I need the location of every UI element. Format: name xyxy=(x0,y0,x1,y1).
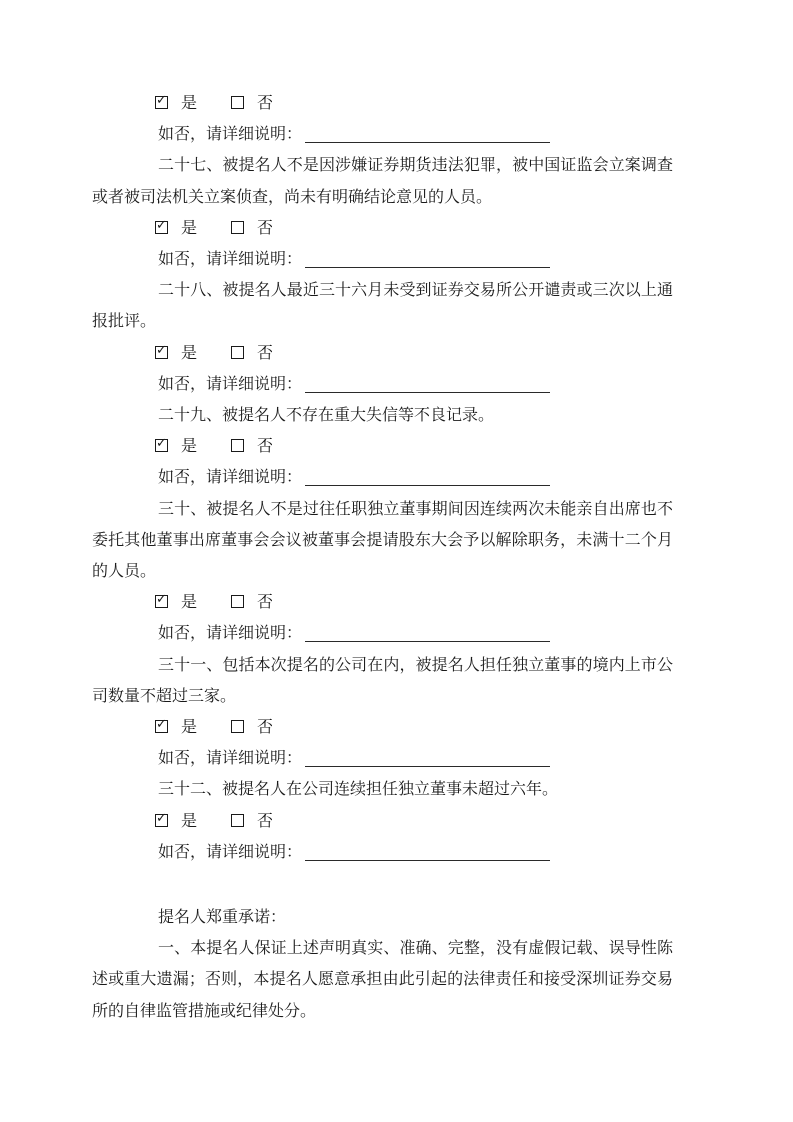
blank-line xyxy=(92,868,673,902)
yes-label: 是 xyxy=(181,812,198,830)
yes-no-row xyxy=(92,88,673,119)
explain-label: 如否，请详细说明： xyxy=(158,625,303,643)
unchecked-checkbox-icon[interactable] xyxy=(231,439,244,452)
no-label: 否 xyxy=(257,95,274,112)
yes-no-row xyxy=(92,712,673,743)
no-label: 否 xyxy=(257,344,274,362)
check-mark-icon: ✓ xyxy=(156,93,167,108)
yes-no-row xyxy=(92,213,673,244)
yes-label: 是 xyxy=(181,344,198,362)
paragraph-item-27: 二十七、被提名人不是因涉嫌证券期货违法犯罪，被中国证监会立案调查或者被司法机关立案侦查，尚未有明确结论意见的人员。 xyxy=(92,157,673,206)
yes-no-row xyxy=(92,431,673,462)
explain-label: 如否，请详细说明： xyxy=(158,469,303,487)
no-label: 否 xyxy=(257,812,274,830)
commitment-paragraph-1: 一、本提名人保证上述声明真实、准确、完整，没有虚假记载、误导性陈述或重大遗漏；否则，本提名人愿意承担由此引起的法律责任和接受深圳证券交易所的自律监管措施或纪律处分。 xyxy=(92,940,673,1020)
checked-checkbox-icon[interactable] xyxy=(155,592,168,608)
paragraph-item-29: 二十九、被提名人不存在重大失信等不良记录。 xyxy=(158,407,495,425)
check-mark-icon: ✓ xyxy=(156,342,167,358)
no-label: 否 xyxy=(257,438,274,456)
checked-checkbox-icon[interactable] xyxy=(155,217,168,234)
paragraph-item-28: 二十八、被提名人最近三十六月未受到证券交易所公开谴责或三次以上通报批评。 xyxy=(92,282,673,331)
explain-row xyxy=(92,119,673,150)
unchecked-checkbox-icon[interactable] xyxy=(231,96,244,109)
unchecked-checkbox-icon[interactable] xyxy=(231,346,244,359)
explain-label: 如否，请详细说明： xyxy=(158,126,303,144)
yes-no-row xyxy=(92,806,673,837)
explain-row xyxy=(92,743,673,774)
paragraph-item-30: 三十、被提名人不是过往任职独立董事期间因连续两次未能亲自出席也不委托其他董事出席董事会会议被董事会提请股东大会予以解除职务，未满十二个月的人员。 xyxy=(92,500,673,581)
check-mark-icon: ✓ xyxy=(156,217,167,233)
explain-blank-field[interactable] xyxy=(305,377,550,393)
checked-checkbox-icon[interactable] xyxy=(155,436,168,452)
explain-label: 如否，请详细说明： xyxy=(158,251,303,269)
yes-label: 是 xyxy=(181,719,198,737)
unchecked-checkbox-icon[interactable] xyxy=(231,595,244,608)
explain-blank-field[interactable] xyxy=(305,470,550,486)
explain-row xyxy=(92,837,673,868)
yes-no-row xyxy=(92,338,673,369)
explain-row xyxy=(92,369,673,400)
explain-label: 如否，请详细说明： xyxy=(158,375,303,393)
commitment-heading: 提名人郑重承诺： xyxy=(158,909,287,927)
check-mark-icon: ✓ xyxy=(156,717,167,733)
checked-checkbox-icon[interactable] xyxy=(155,717,168,733)
check-mark-icon: ✓ xyxy=(156,436,167,452)
explain-row xyxy=(92,244,673,275)
explain-row xyxy=(92,618,673,649)
check-mark-icon: ✓ xyxy=(156,810,167,826)
checked-checkbox-icon[interactable] xyxy=(155,342,168,359)
yes-label: 是 xyxy=(181,438,198,456)
yes-label: 是 xyxy=(181,95,198,112)
unchecked-checkbox-icon[interactable] xyxy=(231,221,244,234)
explain-blank-field[interactable] xyxy=(305,845,550,861)
yes-label: 是 xyxy=(181,594,198,612)
no-label: 否 xyxy=(257,219,274,237)
no-label: 否 xyxy=(257,594,274,612)
unchecked-checkbox-icon[interactable] xyxy=(231,814,244,827)
yes-no-row xyxy=(92,587,673,618)
explain-blank-field[interactable] xyxy=(305,252,550,268)
checked-checkbox-icon[interactable] xyxy=(155,810,168,827)
document-content xyxy=(92,88,673,1027)
checked-checkbox-icon[interactable] xyxy=(155,93,168,109)
explain-row xyxy=(92,462,673,493)
explain-label: 如否，请详细说明： xyxy=(158,750,303,768)
paragraph-item-31: 三十一、包括本次提名的公司在内，被提名人担任独立董事的境内上市公司数量不超过三家。 xyxy=(92,656,673,705)
explain-blank-field[interactable] xyxy=(305,626,550,642)
unchecked-checkbox-icon[interactable] xyxy=(231,720,244,733)
yes-label: 是 xyxy=(181,219,198,237)
no-label: 否 xyxy=(257,719,274,737)
paragraph-item-32: 三十二、被提名人在公司连续担任独立董事未超过六年。 xyxy=(158,781,559,799)
explain-label: 如否，请详细说明： xyxy=(158,843,303,861)
check-mark-icon: ✓ xyxy=(156,592,167,608)
explain-blank-field[interactable] xyxy=(305,751,550,767)
explain-blank-field[interactable] xyxy=(305,127,550,143)
